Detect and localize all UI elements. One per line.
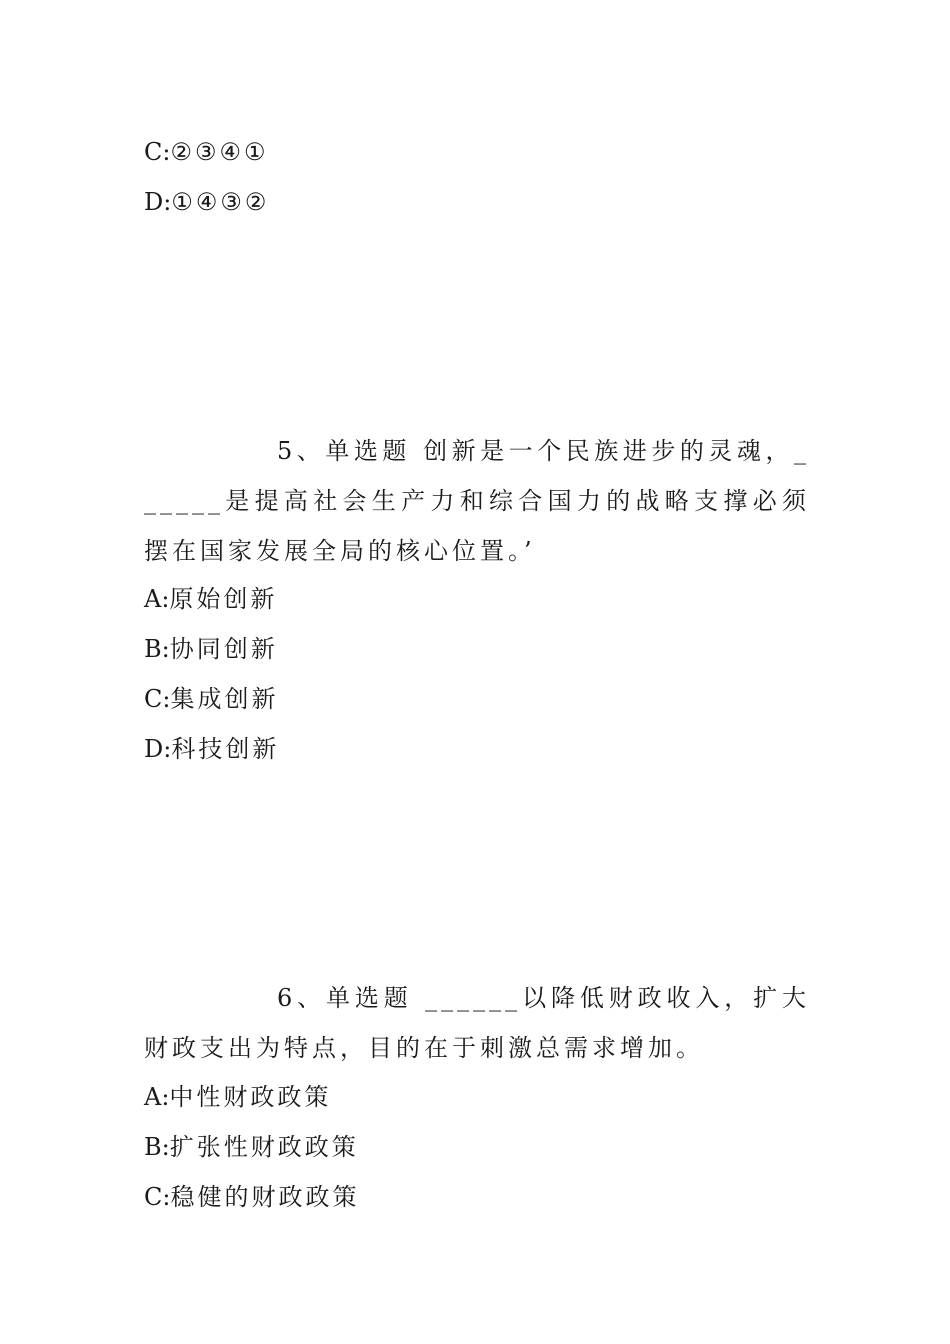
- question-5-option-d: [144, 734, 279, 764]
- option-letter: D:: [144, 188, 172, 216]
- option-c-prev: [144, 137, 269, 167]
- question-6-option-b: [144, 1132, 359, 1162]
- option-text: 原始创新: [169, 585, 278, 613]
- question-5-option-a: [144, 584, 277, 614]
- option-text: 中性财政政策: [169, 1083, 332, 1111]
- option-text: ①④③②: [171, 188, 270, 216]
- option-letter: A:: [144, 1083, 170, 1111]
- option-letter: C:: [144, 1183, 171, 1211]
- option-text: 集成创新: [170, 685, 279, 713]
- option-text: 扩张性财政政策: [169, 1133, 359, 1161]
- question-5-option-c: [144, 684, 278, 714]
- option-d-prev: [144, 187, 269, 217]
- question-6-option-c: [144, 1182, 359, 1212]
- option-text: 科技创新: [171, 735, 280, 763]
- option-letter: C:: [144, 138, 171, 166]
- option-letter: B:: [144, 1133, 170, 1161]
- option-letter: C:: [144, 685, 171, 713]
- option-letter: B:: [144, 635, 170, 663]
- question-5-option-b: [144, 634, 278, 664]
- option-text: ②③④①: [170, 138, 269, 166]
- question-5-stem: 5、单选题 创新是一个民族进步的灵魂，______是提高社会生产力和综合国力的战略支撑必须摆在国家发展全局的核心位置。’: [144, 437, 810, 565]
- option-letter: A:: [144, 585, 170, 613]
- option-text: 协同创新: [169, 635, 278, 663]
- option-text: 稳健的财政政策: [170, 1183, 360, 1211]
- question-6-stem: 6、单选题 ______以降低财政收入，扩大财政支出为特点，目的在于刺激总需求增加。: [144, 984, 810, 1062]
- option-letter: D:: [144, 735, 172, 763]
- question-6-option-a: [144, 1082, 331, 1112]
